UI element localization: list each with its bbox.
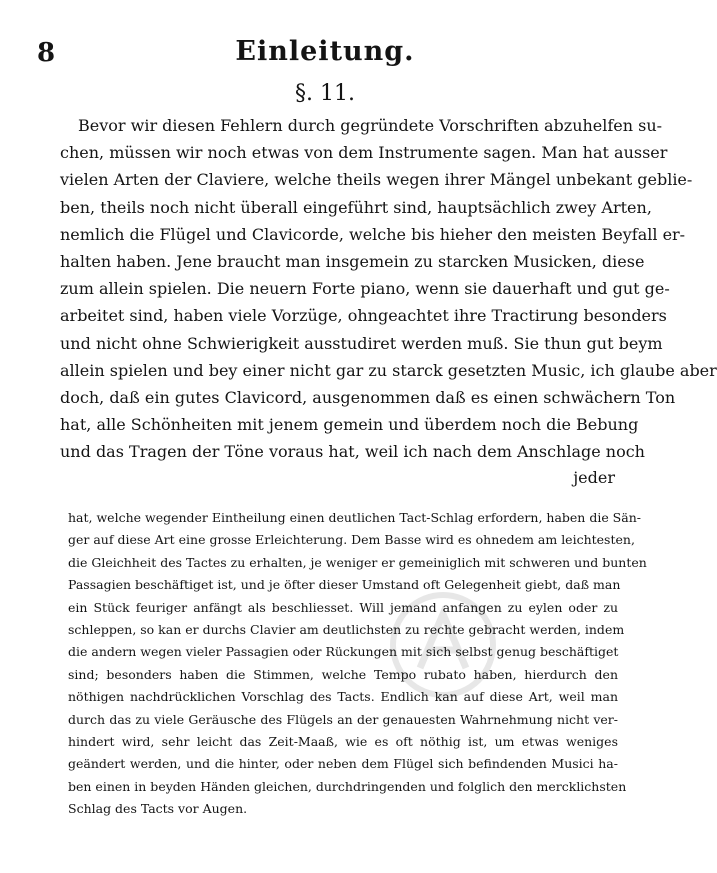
main-text-line: und das Tragen der Töne voraus hat, weil ich nach dem Anschlage noch [60,442,645,462]
main-text-line: vielen Arten der Claviere, welche theils wegen ihrer Mängel unbekant geblie- [60,170,693,190]
footnote-line: durch das zu viele Geräusche des Flügels an der genauesten Wahrnehmung nicht ver- [68,711,618,727]
main-text-line: halten haben. Jene braucht man insgemein zu starcken Musicken, diese [60,251,645,271]
footnote-line: ein Stück feuriger anfängt als beschliesset. Will jemand anfangen zu eylen oder zu [68,599,618,615]
catchword: jeder [573,468,615,487]
footnote-line: die Gleichheit des Tactes zu erhalten, je weniger er gemeiniglich mit schweren und bunten [68,554,647,570]
main-text-line: ben, theils noch nicht überall eingeführt sind, hauptsächlich zwey Arten, [60,197,652,217]
footnote-line: ben einen in beyden Händen gleichen, durchdringenden und folglich den mercklichsten [68,778,627,794]
main-text-line: zum allein spielen. Die neuern Forte piano, wenn sie dauerhaft und gut ge- [60,279,670,299]
main-text-line: allein spielen und bey einer nicht gar zu starck gesetzten Music, ich glaube aber [60,360,717,380]
footnote-line: nöthigen nachdrücklichen Vorschlag des Tacts. Endlich kan auf diese Art, weil man [68,689,618,705]
main-text-line: hat, alle Schönheiten mit jenem gemein und überdem noch die Bebung [60,415,639,435]
footnote-line: Schlag des Tacts vor Augen. [68,801,248,817]
footnote-line: schleppen, so kan er durchs Clavier am deutlichsten zu rechte gebracht werden, indem [68,621,625,637]
footnote-line: hindert wird, sehr leicht das Zeit-Maaß, wie es oft nöthig ist, um etwas weniges [68,733,618,749]
running-head: Einleitung. [235,36,415,67]
footnote-line: geändert werden, und die hinter, oder neben dem Flügel sich befindenden Musici ha- [68,756,618,772]
page-number: 8 [37,38,56,68]
footnote [68,507,647,820]
main-text-line: arbeitet sind, haben viele Vorzüge, ohngeachtet ihre Tractirung besonders [60,306,667,326]
main-text-line: Bevor wir diesen Fehlern durch gegründete Vorschriften abzuhelfen su- [78,116,663,135]
footnote-line: die andern wegen vieler Passagien oder Rückungen mit sich selbst genug beschäftiget [68,644,619,660]
footnote-line: hat, welche wegender Eintheilung einen deutlichen Tact-Schlag erfordern, haben die Sän- [68,510,641,525]
footnote-line: Passagien beschäftiget ist, und je öfter dieser Umstand oft Gelegenheit giebt, daß man [68,577,621,593]
footnote-line: ger auf diese Art eine grosse Erleichterung. Dem Basse wird es ohnedem am leichtesten, [68,532,635,548]
main-text-line: nemlich die Flügel und Clavicorde, welche bis hieher den meisten Beyfall er- [60,224,686,244]
main-text-line: chen, müssen wir noch etwas von dem Instrumente sagen. Man hat ausser [60,143,668,163]
main-text [60,112,717,465]
main-text-line: und nicht ohne Schwierigkeit ausstudiret werden muß. Sie thun gut beym [60,333,663,353]
section-heading: §. 11. [295,81,355,106]
library-stamp-watermark [388,590,498,700]
footnote-line: sind; besonders haben die Stimmen, welche Tempo rubato haben, hierdurch den [68,666,618,682]
main-text-line: doch, daß ein gutes Clavicord, ausgenommen daß es einen schwächern Ton [60,387,676,407]
